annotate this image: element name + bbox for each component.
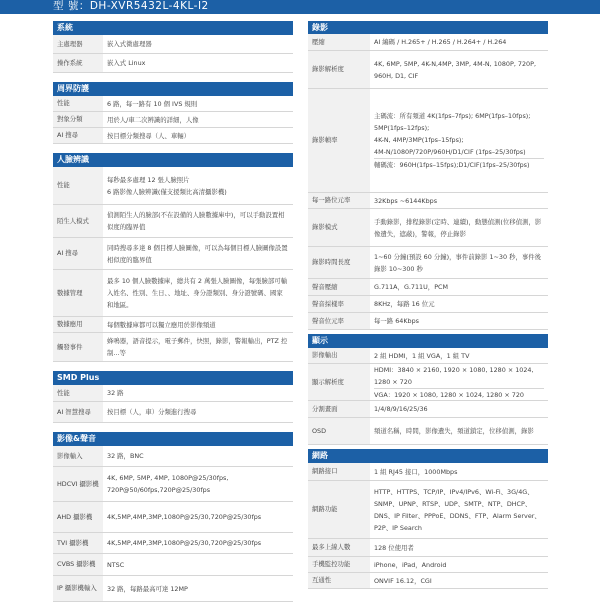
spec-value bbox=[103, 576, 293, 601]
spec-label: TVI 攝影機 bbox=[53, 533, 103, 553]
spec-label: 影像輸出 bbox=[308, 348, 370, 363]
spec-row bbox=[308, 463, 548, 481]
spec-value bbox=[103, 533, 293, 553]
spec-value-line: HDMI：3840 × 2160, 1920 × 1080, 1280 × 1024, 1280 × 720 bbox=[374, 365, 534, 386]
spec-value bbox=[370, 348, 548, 363]
spec-value bbox=[103, 554, 293, 575]
spec-value bbox=[370, 557, 548, 572]
spec-label: 網路功能 bbox=[308, 481, 370, 538]
spec-value bbox=[370, 193, 548, 208]
spec-value bbox=[370, 247, 548, 278]
spec-label: 對象分類 bbox=[53, 112, 103, 127]
spec-label: 影像輸入 bbox=[53, 446, 103, 466]
section-title: 周界防護 bbox=[53, 82, 293, 96]
spec-label: OSD bbox=[308, 418, 370, 444]
spec-value-line: NTSC bbox=[107, 560, 125, 569]
spec-row bbox=[308, 557, 548, 573]
spec-label: 性能 bbox=[53, 96, 103, 111]
spec-value-line: 4K, 6MP, 5MP, 4K-N,4MP, 3MP, 4M-N, 1080P, 720P, 960H, D1, CIF bbox=[374, 59, 536, 80]
spec-value-line: 嵌入式微處理器 bbox=[107, 40, 152, 48]
spec-label: 錄影時間長度 bbox=[308, 247, 370, 278]
spec-row bbox=[53, 112, 293, 128]
spec-value bbox=[103, 112, 293, 127]
section-title: 人臉辨識 bbox=[53, 153, 293, 167]
spec-value bbox=[370, 481, 548, 538]
spec-row bbox=[53, 533, 293, 554]
section-title: 錄影 bbox=[308, 21, 548, 34]
spec-value-line: HTTP、HTTPS、TCP/IP、IPv4/IPv6、Wi-Fi、3G/4G、SNMP、UPNP、RTSP、UDP、SMTP、NTP、DHCP、DNS、IP Filter、PPPoE、DDNS、FTP、Alarm Server、P2P、IP Search bbox=[374, 487, 541, 532]
spec-label: 錄影幀率 bbox=[308, 89, 370, 192]
spec-label: 數據管理 bbox=[53, 270, 103, 316]
spec-value-line: 按目標（人，車）分類進行搜尋 bbox=[107, 408, 197, 416]
spec-value-line: 1~60 分鐘(預設 60 分鐘)，事件前錄影 1~30 秒，事件後錄影 10~300 秒 bbox=[374, 252, 542, 273]
spec-value-line: AI 編碼 / H.265+ / H.265 / H.264+ / H.264 bbox=[374, 38, 507, 46]
spec-label: AI 智慧搜尋 bbox=[53, 402, 103, 422]
spec-row bbox=[53, 502, 293, 533]
spec-value-line: 最多 10 個人臉數據庫，總共有 2 萬張人臉圖像，每張臉部可輸入姓名、性別、生日、、地址、身分證類別、身分證號碼、國家和地區。 bbox=[107, 277, 288, 309]
spec-label: 性能 bbox=[53, 385, 103, 401]
spec-label: 操作系統 bbox=[53, 54, 103, 72]
spec-label: 互通性 bbox=[308, 573, 370, 588]
model-title: 型 號：DH-XVR5432L-4KL-I2 bbox=[53, 0, 209, 12]
spec-value bbox=[370, 296, 548, 312]
spec-label: 錄影模式 bbox=[308, 209, 370, 246]
spec-row bbox=[308, 34, 548, 51]
spec-row bbox=[308, 209, 548, 247]
spec-value-line: 4K, 6MP, 5MP, 4MP, 1080P@25/30fps, bbox=[107, 474, 229, 482]
spec-value bbox=[103, 167, 293, 204]
spec-value-line: VGA：1920 × 1080, 1280 × 1024, 1280 × 720 bbox=[374, 388, 544, 401]
spec-label: 觸發事件 bbox=[53, 333, 103, 361]
spec-value-line: 128 位使用者 bbox=[374, 543, 414, 552]
spec-label: 每一路位元率 bbox=[308, 193, 370, 208]
spec-row bbox=[308, 418, 548, 445]
spec-label: 錄影解析度 bbox=[308, 51, 370, 88]
spec-value-line: 主碼流：所有頻道 4K(1fps–7fps); 6MP(1fps–10fps); 5MP(1fps–12fps); bbox=[374, 112, 531, 132]
spec-row bbox=[53, 96, 293, 112]
spec-value-line: 32Kbps ~6144Kbps bbox=[374, 196, 438, 205]
spec-value bbox=[370, 209, 548, 246]
spec-row bbox=[53, 402, 293, 423]
spec-label: 顯示解析度 bbox=[308, 364, 370, 400]
spec-label: 數據應用 bbox=[53, 317, 103, 332]
spec-row bbox=[53, 467, 293, 502]
spec-label: 分割畫面 bbox=[308, 401, 370, 417]
spec-value-line: iPhone，iPad，Android bbox=[374, 560, 447, 569]
spec-value-line: 8KHz，每路 16 位元 bbox=[374, 300, 435, 308]
spec-value bbox=[370, 401, 548, 417]
spec-label: 聲音壓縮 bbox=[308, 279, 370, 295]
spec-row bbox=[53, 333, 293, 362]
spec-value-line: 每秒最多處理 12 張人臉照片 bbox=[107, 175, 190, 184]
section-title: 影像&聲音 bbox=[53, 432, 293, 446]
spec-value-line: 每一路 64Kbps bbox=[374, 317, 419, 325]
spec-value bbox=[103, 402, 293, 422]
spec-row bbox=[308, 279, 548, 296]
spec-label: AI 搜尋 bbox=[53, 128, 103, 143]
spec-value bbox=[103, 502, 293, 532]
section-title: 網路 bbox=[308, 449, 548, 463]
spec-value-line: 4K,5MP,4MP,3MP,1080P@25/30,720P@25/30fps bbox=[107, 539, 262, 547]
spec-value-line: 按目標分類搜尋（人、車輛） bbox=[107, 131, 191, 140]
spec-value bbox=[103, 333, 293, 361]
spec-value bbox=[103, 446, 293, 466]
spec-value bbox=[103, 238, 293, 269]
spec-row bbox=[308, 573, 548, 589]
spec-row bbox=[53, 35, 293, 54]
spec-value bbox=[103, 35, 293, 53]
spec-value-line: 用於人/車二次辨識的詳細，人像 bbox=[107, 115, 199, 124]
spec-row bbox=[53, 317, 293, 333]
spec-value-line: G.711A，G.711U，PCM bbox=[374, 283, 449, 291]
spec-label: 陌生人模式 bbox=[53, 205, 103, 237]
spec-label: 手機監控功能 bbox=[308, 557, 370, 572]
spec-value-line: 嵌入式 Linux bbox=[107, 59, 146, 67]
spec-value bbox=[103, 205, 293, 237]
spec-row bbox=[308, 481, 548, 539]
section-title: 顯示 bbox=[308, 334, 548, 348]
spec-row bbox=[308, 313, 548, 330]
spec-row bbox=[308, 348, 548, 364]
spec-value bbox=[370, 279, 548, 295]
spec-value bbox=[103, 96, 293, 111]
spec-value-line: 1 組 RJ45 接口，1000Mbps bbox=[374, 467, 458, 476]
spec-value bbox=[370, 539, 548, 556]
spec-value bbox=[103, 385, 293, 401]
spec-label: AI 搜尋 bbox=[53, 238, 103, 269]
spec-label: 性能 bbox=[53, 167, 103, 204]
spec-row bbox=[53, 385, 293, 402]
spec-value bbox=[103, 270, 293, 316]
section-title: SMD Plus bbox=[53, 371, 293, 385]
right-spec-column bbox=[308, 21, 548, 589]
spec-value-line: 6 路影像人臉辨識(僅支援類比高清攝影機) bbox=[107, 187, 227, 196]
spec-row bbox=[53, 128, 293, 144]
spec-label: 聲音位元率 bbox=[308, 313, 370, 329]
spec-value-line: 偵測陌生人的臉部(不在設備的人臉數據庫中)，可以手動設置相似度的臨界值 bbox=[107, 211, 285, 231]
spec-value bbox=[370, 418, 548, 444]
spec-value bbox=[103, 128, 293, 143]
spec-row bbox=[308, 51, 548, 89]
spec-row bbox=[53, 167, 293, 205]
spec-value bbox=[103, 54, 293, 72]
spec-row bbox=[308, 401, 548, 418]
spec-row bbox=[53, 554, 293, 576]
spec-label: 壓縮 bbox=[308, 34, 370, 50]
spec-value-line: 同時搜尋多達 8 個目標人臉圖像，可以為每個目標人臉圖像設置相似度的臨界值 bbox=[107, 243, 288, 264]
left-spec-column bbox=[53, 21, 293, 602]
spec-value bbox=[103, 317, 293, 332]
section-title: 系統 bbox=[53, 21, 293, 35]
spec-value-line: 蜂鳴器，語音提示，電子郵件，快照，錄影，警報輸出，PTZ 控制...等 bbox=[107, 337, 288, 357]
spec-value bbox=[370, 364, 548, 400]
spec-row bbox=[53, 576, 293, 602]
spec-value-line: 32 路，每路最高可達 12MP bbox=[107, 584, 188, 593]
spec-value-line: 720P@50/60fps,720P@25/30fps bbox=[107, 486, 211, 494]
spec-value-line: 手動錄影，排程錄影(定時、連續)，動態偵測(位移偵測，影像遺失，遮蔽)，警報，停止錄影 bbox=[374, 217, 542, 238]
spec-row bbox=[53, 446, 293, 467]
spec-label: 網路接口 bbox=[308, 463, 370, 480]
spec-row bbox=[308, 539, 548, 557]
spec-value-line: 2 組 HDMI，1 組 VGA，1 組 TV bbox=[374, 351, 470, 360]
spec-row bbox=[53, 270, 293, 317]
spec-value-line: 1/4/8/9/16/25/36 bbox=[374, 405, 428, 413]
spec-value-line: 6 路，每一路有 10 個 IVS 規則 bbox=[107, 99, 198, 108]
spec-label: 主處理器 bbox=[53, 35, 103, 53]
spec-value-line: 每個數據庫都可以獨立應用於影像頻道 bbox=[107, 320, 216, 329]
spec-row bbox=[53, 54, 293, 73]
spec-label: 最多上線人數 bbox=[308, 539, 370, 556]
spec-row bbox=[308, 193, 548, 209]
spec-row bbox=[308, 296, 548, 313]
spec-value-line: 4K,5MP,4MP,3MP,1080P@25/30,720P@25/30fps bbox=[107, 513, 262, 521]
spec-value-line: 輔碼流：960H(1fps–15fps);D1/CIF(1fps–25/30fps) bbox=[374, 158, 544, 171]
spec-row bbox=[308, 247, 548, 279]
spec-value bbox=[370, 51, 548, 88]
spec-value-line: 4K-N, 4MP/3MP(1fps–15fps); bbox=[374, 136, 464, 144]
spec-row bbox=[53, 238, 293, 270]
spec-row bbox=[53, 205, 293, 238]
spec-label: IP 攝影機輸入 bbox=[53, 576, 103, 601]
spec-label: AHD 攝影機 bbox=[53, 502, 103, 532]
spec-value-line: ONVIF 16.12，CGI bbox=[374, 576, 432, 585]
spec-value-line: 32 路，BNC bbox=[107, 452, 144, 460]
spec-row bbox=[308, 89, 548, 193]
spec-value bbox=[370, 313, 548, 329]
spec-label: HDCVI 攝影機 bbox=[53, 467, 103, 501]
spec-value bbox=[370, 463, 548, 480]
model-header-bar bbox=[0, 0, 600, 14]
spec-value-line: 4M-N/1080P/720P/960H/D1/CIF (1fps–25/30fps) bbox=[374, 148, 526, 156]
spec-value bbox=[370, 573, 548, 588]
spec-value bbox=[103, 467, 293, 501]
spec-row bbox=[308, 364, 548, 401]
spec-value bbox=[370, 89, 548, 192]
spec-label: 聲音採樣率 bbox=[308, 296, 370, 312]
spec-value-line: 頻道名稱，時間，影像遺失，頻道鎖定，位移偵測，錄影 bbox=[374, 427, 534, 435]
spec-label: CVBS 攝影機 bbox=[53, 554, 103, 575]
spec-value-line: 32 路 bbox=[107, 389, 124, 397]
spec-value bbox=[370, 34, 548, 50]
